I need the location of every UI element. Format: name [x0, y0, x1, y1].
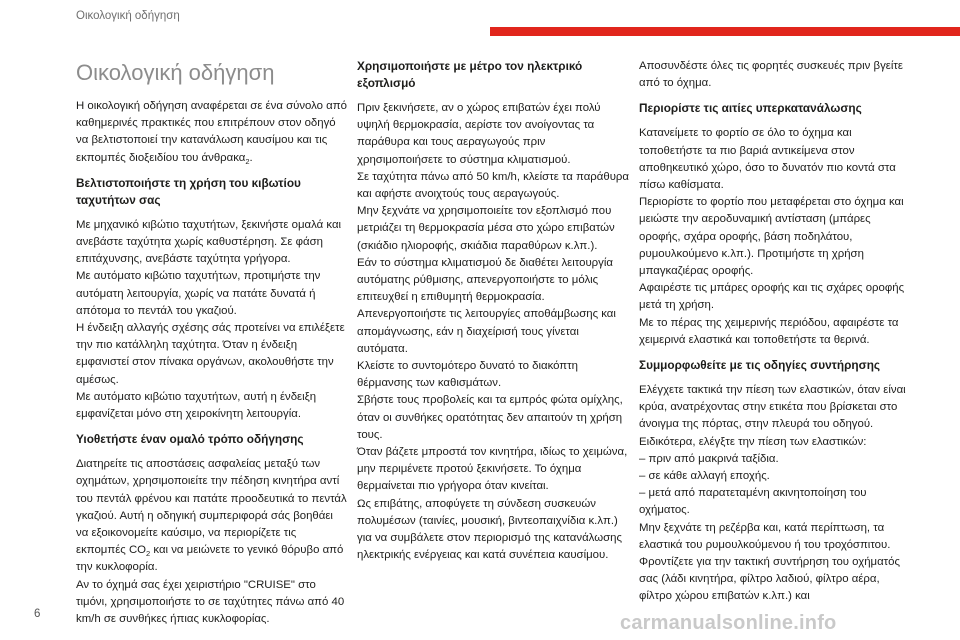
overconsumption-p1: Κατανείμετε το φορτίο σε όλο το όχημα και τοποθετήστε τα πιο βαριά αντικείμενα στον αποθηκευτικό χώρο, όσο το δυνατόν πιο κοντά στα πίσω καθίσματα.: [639, 127, 896, 192]
gearbox-p1: Με μηχανικό κιβώτιο ταχυτήτων, ξεκινήστε ομαλά και ανεβάστε ταχύτητα χωρίς καθυστέρηση. Σε φάση επιτάχυνσης, ανεβάστε ταχύτητα γρήγορα.: [76, 218, 342, 266]
smooth-p1-end: και να μειώνετε το γενικό θόρυβο από την κυκλοφορία.: [76, 544, 344, 574]
co2-subscript: 2: [146, 549, 151, 559]
electrical-p10: Αποσυνδέστε όλες τις φορητές συσκευές πριν βγείτε από το όχημα.: [639, 60, 903, 90]
smooth-p2: Αν το όχημά σας έχει χειριστήριο "CRUISE" στο τιμόνι, χρησιμοποιήστε το σε ταχύτητες πάνω από 40 km/h σε συνθήκες ήπιας κυκλοφορίας.: [76, 578, 345, 626]
intro-end: .: [249, 151, 253, 164]
overconsumption-heading: Περιορίστε τις αιτίες υπερκατανάλωσης: [639, 101, 862, 116]
maintenance-p1: Ελέγχετε τακτικά την πίεση των ελαστικών, όταν είναι κρύα, ανατρέχοντας στην ετικέτα που βρίσκεται στο άνοιγμα της πόρτας, στην πλευρά του οδηγού.: [639, 384, 906, 431]
overconsumption-p3: Αφαιρέστε τις μπάρες οροφής και τις σχάρες οροφής μετά τη χρήση.: [639, 282, 905, 312]
site-watermark: carmanualsonline.info: [620, 612, 837, 634]
header-accent-bar: [490, 27, 960, 36]
electrical-p1: Πριν ξεκινήσετε, αν ο χώρος επιβατών έχει πολύ υψηλή θερμοκρασία, αερίστε τον ανοίγοντας τα παράθυρα και τους αεραγωγούς πριν χρησιμοποιήσετε το σύστημα κλιματισμού.: [357, 102, 601, 166]
maintenance-bullet-2: – σε κάθε αλλαγή εποχής.: [639, 470, 770, 483]
page-number: 6: [34, 608, 41, 620]
gearbox-heading: Βελτιστοποιήστε τη χρήση του κιβωτίου ταχυτήτων σας: [76, 175, 301, 207]
smooth-p1: [76, 456, 348, 576]
electrical-p8: Όταν βάζετε μπροστά τον κινητήρα, ιδίως το χειμώνα, μην περιμένετε προτού ξεκινήσετε. Το όχημα θερμαίνεται πιο γρήγορα όταν κινείται.: [357, 446, 628, 493]
intro-text: Η οικολογική οδήγηση αναφέρεται σε ένα σύνολο από καθημερινές πρακτικές που επιτρέπουν στον οδηγό να βελτιστοποιεί την κατανάλωση καυσίμου και τις εκπομπές διοξειδίου του άνθρακα: [76, 100, 347, 164]
column-1: [76, 60, 348, 628]
smooth-heading: Υιοθετήστε έναν ομαλό τρόπο οδήγησης: [76, 432, 304, 447]
overconsumption-p2: Περιορίστε το φορτίο που μεταφέρεται στο όχημα και μειώστε την αεροδυναμική αντίσταση (μπάρες οροφής, σχάρα οροφής, βάση ποδηλάτου, ρυμουλκούμενο κ.λπ.). Προτιμήστε τη χρήση μπαγκαζιέρας οροφής.: [639, 196, 904, 278]
maintenance-bullet-3: – μετά από παρατεταμένη ακινητοποίηση του οχήματος.: [639, 487, 867, 517]
column-3: [639, 58, 911, 606]
electrical-p2: Σε ταχύτητα πάνω από 50 km/h, κλείστε τα παράθυρα και αφήστε ανοιχτούς τους αεραγωγούς.: [357, 170, 630, 201]
gearbox-p3: Η ένδειξη αλλαγής σχέσης σάς προτείνει να επιλέξετε την πιο κατάλληλη ταχύτητα. Όταν η ένδειξη εμφανιστεί στον πίνακα οργάνων, ακολουθήστε την αμέσως.: [76, 322, 345, 386]
maintenance-bullet-1: – πριν από μακρινά ταξίδια.: [639, 452, 779, 465]
running-header: Οικολογική οδήγηση: [76, 10, 180, 22]
maintenance-heading: Συμμορφωθείτε με τις οδηγίες συντήρησης: [639, 358, 881, 373]
electrical-p7: Σβήστε τους προβολείς και τα εμπρός φώτα ομίχλης, όταν οι συνθήκες ορατότητας δεν απαιτούν τη χρήση τους.: [357, 394, 623, 441]
electrical-p6: Κλείστε το συντομότερο δυνατό το διακόπτη θέρμανσης των καθισμάτων.: [357, 360, 578, 390]
electrical-p3: Μην ξεχνάτε να χρησιμοποιείτε τον εξοπλισμό που μετριάζει τη θερμοκρασία μέσα στο χώρο επιβατών (σκιάδιο ηλιοροφής, σκιάδια παραθύρων κ.λπ.).: [357, 205, 615, 252]
column-2: [357, 58, 629, 564]
maintenance-p4: Φροντίζετε για την τακτική συντήρηση του οχήματός σας (λάδι κινητήρα, φίλτρο λαδιού, φίλτρο αέρα, φίλτρο χώρου επιβατών κ.λπ.) και: [639, 556, 900, 603]
electrical-p9: Ως επιβάτης, αποφύγετε τη σύνδεση συσκευών πολυμέσων (ταινίες, μουσική, βιντεοπαιχνίδια κ.λπ.) για να συμβάλετε στον περιορισμό της κατανάλωσης ηλεκτρικής ενέργειας και κατά συνέπεια καυσίμου.: [357, 497, 622, 562]
maintenance-p3: Μην ξεχνάτε τη ρεζέρβα και, κατά περίπτωση, τα ελαστικά του ρυμουλκούμενου ή του τροχόσπιτου.: [639, 521, 891, 551]
gearbox-p2: Με αυτόματο κιβώτιο ταχυτήτων, προτιμήστε την αυτόματη λειτουργία, χωρίς να πατάτε δυνατά ή απότομα το πεντάλ του γκαζιού.: [76, 270, 321, 317]
electrical-p4: Εάν το σύστημα κλιματισμού δε διαθέτει λειτουργία αυτόματης ρύθμισης, απενεργοποιήστε το μόλις επιτευχθεί η επιθυμητή θερμοκρασία.: [357, 256, 613, 304]
electrical-p5: Απενεργοποιήστε τις λειτουργίες αποθάμβωσης και απομάγνωσης, εάν η διαχείρισή τους γίνεται αυτόματα.: [357, 308, 616, 355]
smooth-p1-text: Διατηρείτε τις αποστάσεις ασφαλείας μεταξύ των οχημάτων, χρησιμοποιείτε την πέδηση κινητήρα αντί του πεντάλ φρένου και πατάτε προοδευτικά το πεντάλ γκαζιού. Αυτή η οδηγική συμπεριφορά σάς βοηθάει να εξοικονομείτε καύσιμο, να περιορίζετε τις εκπομπές CO: [76, 458, 347, 557]
intro-paragraph: [76, 98, 348, 167]
intro-subscript: 2: [245, 156, 250, 166]
gearbox-p4: Με αυτόματο κιβώτιο ταχυτήτων, αυτή η ένδειξη εμφανίζεται μόνο στη χειροκίνητη λειτουργία.: [76, 390, 317, 421]
electrical-heading: Χρησιμοποιήστε με μέτρο τον ηλεκτρικό εξοπλισμό: [357, 59, 583, 90]
overconsumption-p4: Με το πέρας της χειμερινής περιόδου, αφαιρέστε τα χειμερινά ελαστικά και τοποθετήστε τα θερινά.: [639, 316, 899, 346]
page-title: Οικολογική οδήγηση: [76, 60, 275, 85]
maintenance-p2: Ειδικότερα, ελέγξτε την πίεση των ελαστικών:: [639, 435, 867, 448]
